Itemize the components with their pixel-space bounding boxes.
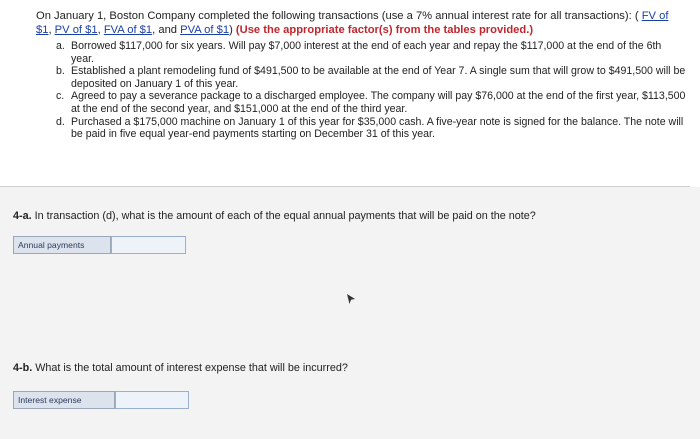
list-item: c. Agreed to pay a severance package to a discharged employee. The company will pay $76,000 at the end of the first year, $113,500 at the end of the second year, and $151,000 at the end of the third year. [56, 90, 686, 115]
interest-expense-label: Interest expense [13, 391, 115, 409]
question-4b: 4-b. What is the total amount of interest expense that will be incurred? [13, 362, 348, 374]
problem-intro: On January 1, Boston Company completed the following transactions (use a 7% annual interest rate for all transactions): ( FV of $1, PV of $1, FVA of $1, and PVA of $1) (Use the appropriate factor(s) from the tables provided.) [36, 10, 669, 36]
mouse-cursor-icon [346, 293, 356, 305]
pva-table-link[interactable]: PVA of $1 [180, 24, 230, 36]
annual-payments-row [13, 236, 186, 254]
list-item: d. Purchased a $175,000 machine on January 1 of this year for $35,000 cash. A five-year note is signed for the balance. The note will be paid in five equal year-end payments starting on December 31 of this year. [56, 115, 684, 141]
interest-expense-row [13, 391, 189, 409]
transaction-list [56, 40, 686, 141]
problem-panel [0, 0, 690, 187]
fv-table-link[interactable]: FV of $1 [36, 10, 669, 36]
annual-payments-label: Annual payments [13, 236, 111, 254]
interest-expense-input[interactable] [115, 391, 189, 409]
question-4a: 4-a. In transaction (d), what is the amount of each of the equal annual payments that will be paid on the note? [13, 210, 536, 222]
fva-table-link[interactable]: FVA of $1 [103, 24, 153, 36]
pv-table-link[interactable]: PV of $1 [54, 24, 98, 36]
intro-text: On January 1, Boston Company completed the following transactions (use a 7% annual interest rate for all transactions): ( [36, 10, 639, 22]
list-item: a. Borrowed $117,000 for six years. Will pay $7,000 interest at the end of each year and repay the $117,000 at the end of the 6th year. [56, 40, 662, 65]
list-item: b. Established a plant remodeling fund of $491,500 to be available at the end of Year 7. A single sum that will grow to $491,500 will be deposited on January 1 of this year. [56, 65, 686, 90]
instruction-text: (Use the appropriate factor(s) from the tables provided.) [235, 24, 534, 36]
annual-payments-input[interactable] [111, 236, 186, 254]
